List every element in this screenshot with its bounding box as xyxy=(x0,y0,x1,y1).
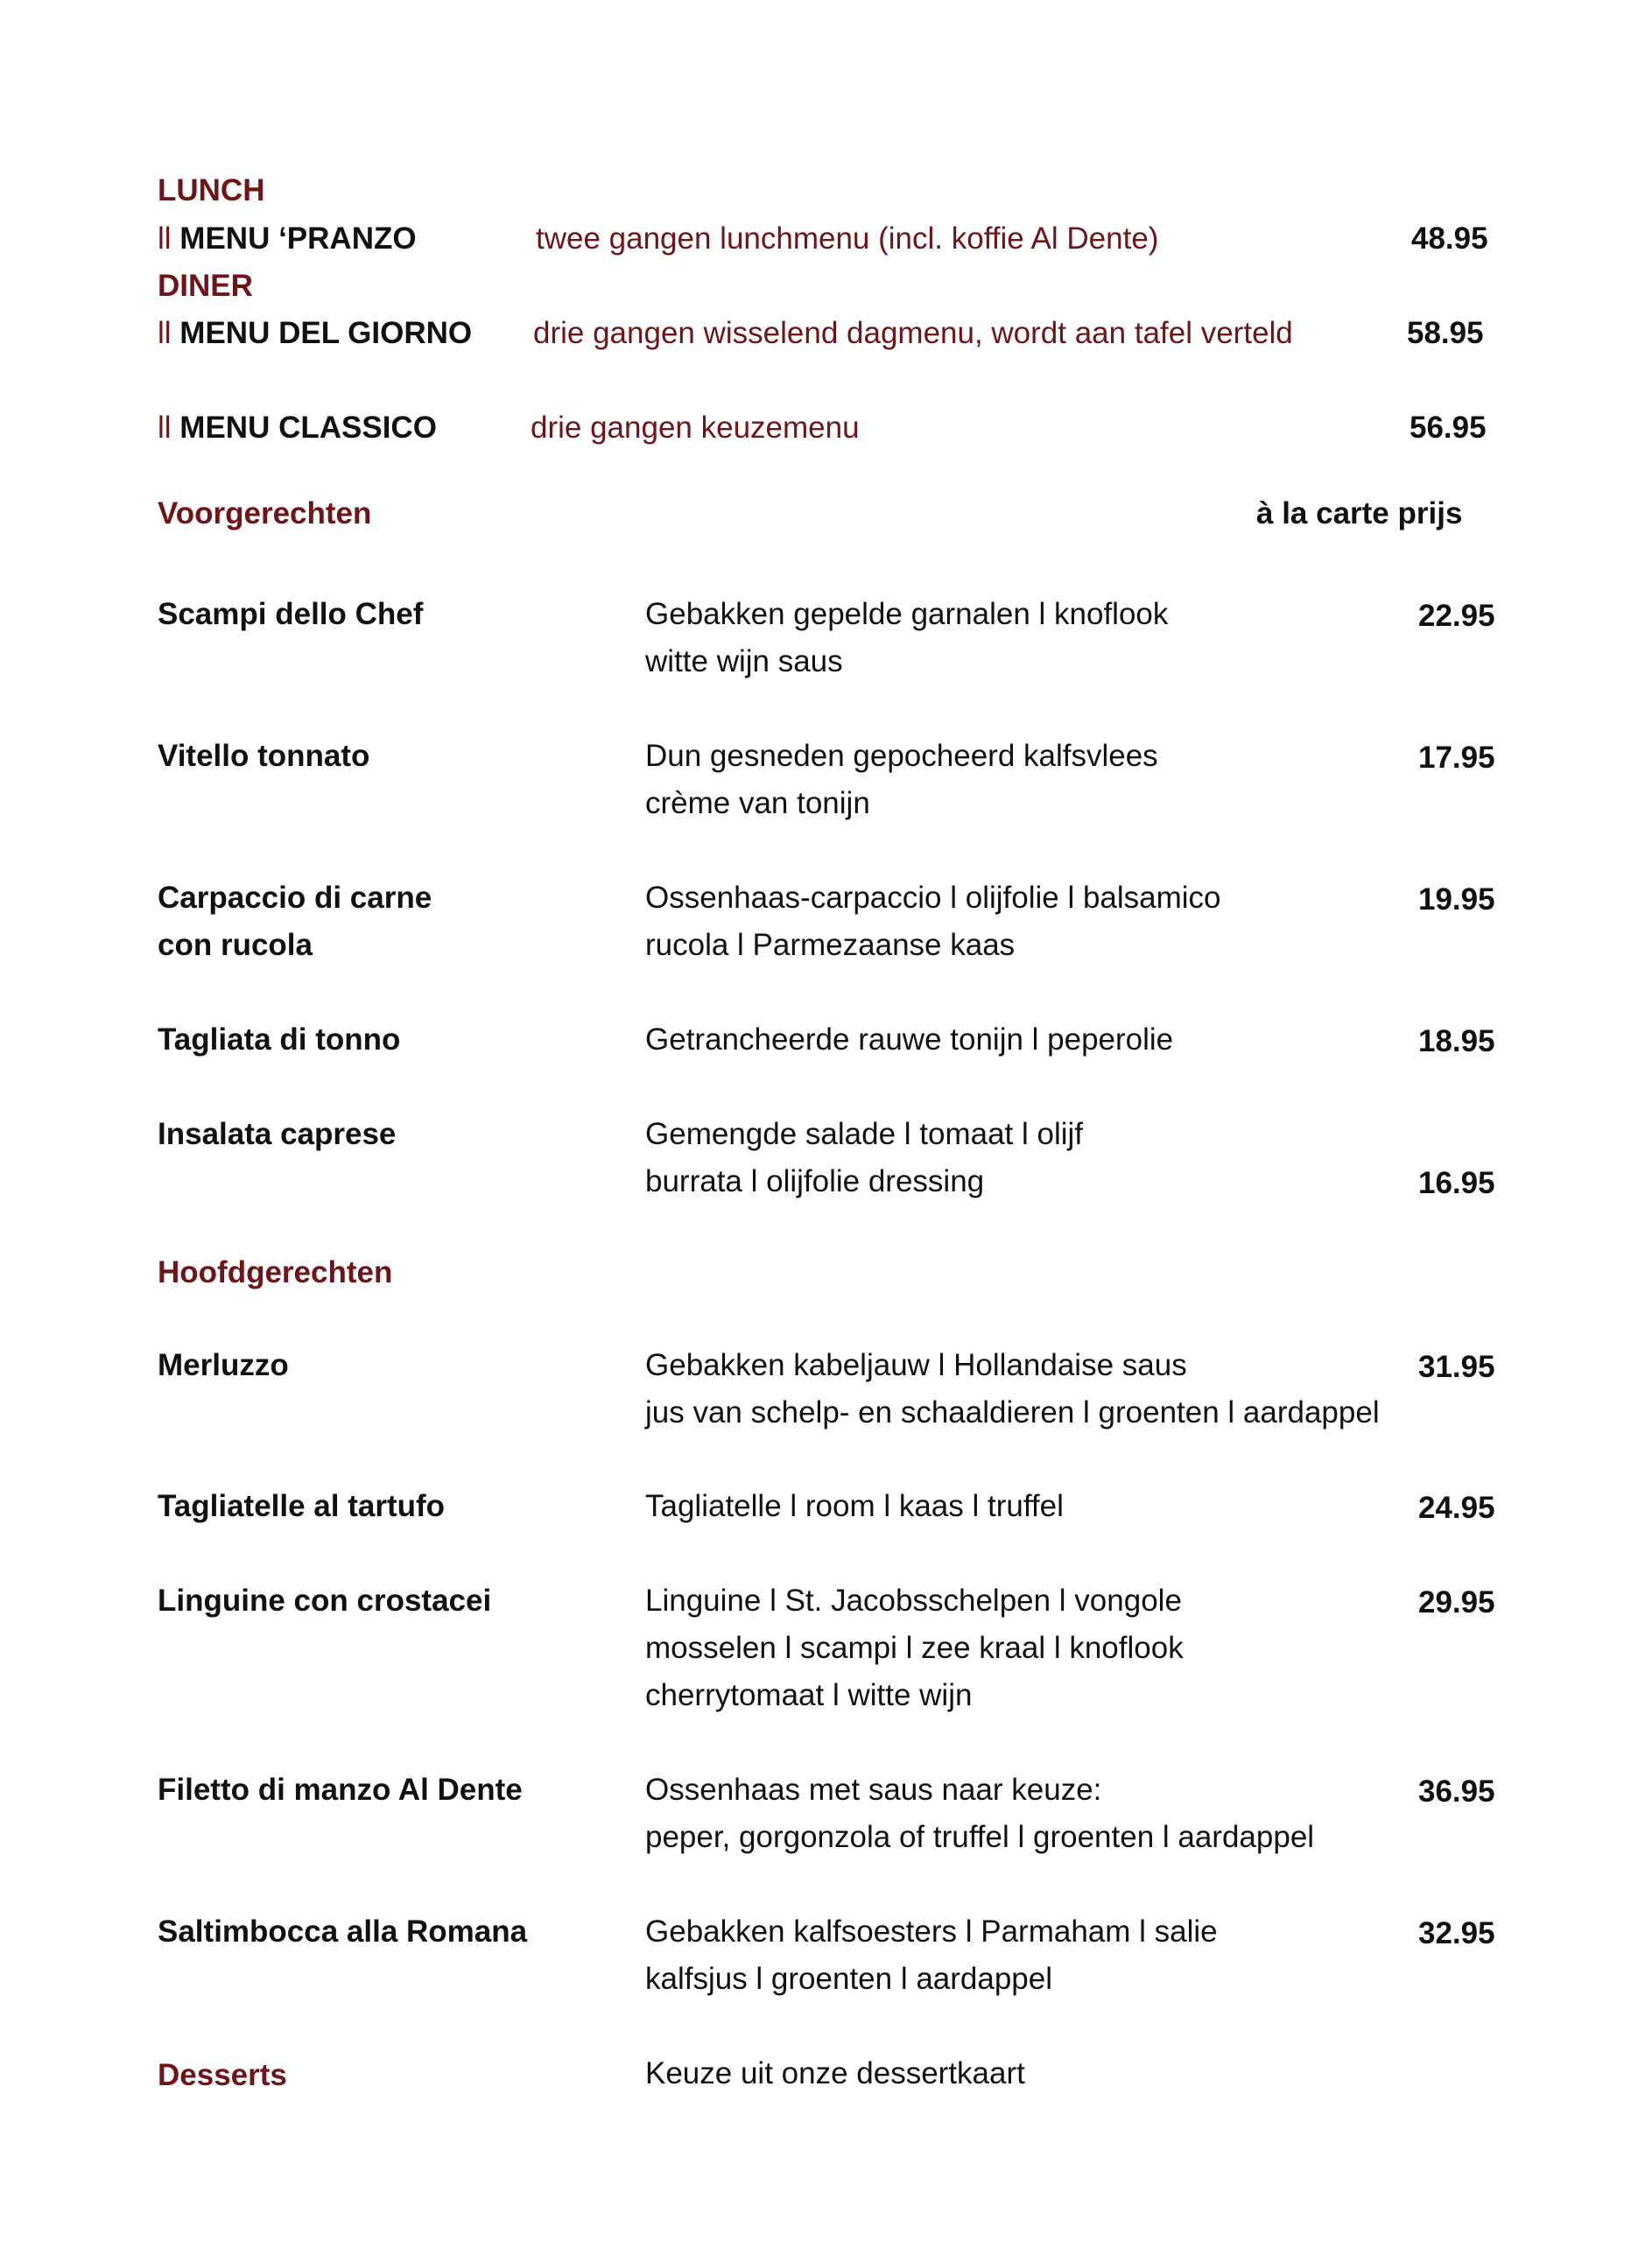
dish-name: Linguine con crostacei xyxy=(158,1584,492,1618)
set-menu-giorno-price: 58.95 xyxy=(1407,316,1484,350)
description-line: jus van schelp- en schaaldieren l groenten l aardappel xyxy=(645,1395,1380,1430)
dish-name xyxy=(158,875,432,969)
dish-name: Saltimbocca alla Romana xyxy=(158,1914,528,1949)
set-menu-label: MENU DEL GIORNO xyxy=(179,316,473,350)
dish-description xyxy=(645,875,1221,969)
description-line: cherrytomaat l witte wijn xyxy=(645,1678,973,1712)
description-line: Gebakken gepelde garnalen l knoflook xyxy=(645,597,1169,631)
section-title-voorgerechten: Voorgerechten xyxy=(158,496,372,530)
description-line: kalfsjus l groenten l aardappel xyxy=(645,1962,1053,1996)
dish-price: 31.95 xyxy=(1418,1350,1495,1384)
set-menu-classico-price: 56.95 xyxy=(1409,411,1487,445)
set-menu-prefix: ll xyxy=(158,221,172,256)
dish-price: 22.95 xyxy=(1418,599,1495,633)
dish-name: Tagliata di tonno xyxy=(158,1022,401,1057)
dish-price: 19.95 xyxy=(1418,882,1495,917)
description-line: Ossenhaas met saus naar keuze: xyxy=(645,1773,1102,1807)
dish-description xyxy=(645,591,1168,685)
dish-description xyxy=(645,1111,1083,1205)
description-line: Ossenhaas-carpaccio l olijfolie l balsamico xyxy=(645,881,1221,915)
set-menu-giorno-description: drie gangen wisselend dagmenu, wordt aan tafel verteld xyxy=(533,316,1293,350)
lunch-header: LUNCH xyxy=(158,173,265,207)
dish-price: 36.95 xyxy=(1418,1774,1495,1809)
dish-description xyxy=(645,733,1158,827)
diner-header: DINER xyxy=(158,269,253,303)
description-line: burrata l olijfolie dressing xyxy=(645,1164,985,1198)
set-menu-pranzo-description: twee gangen lunchmenu (incl. koffie Al Dente) xyxy=(536,221,1159,256)
dish-description xyxy=(645,1483,1064,1530)
dish-name: Vitello tonnato xyxy=(158,739,370,773)
description-line: Gebakken kabeljauw l Hollandaise saus xyxy=(645,1348,1187,1382)
set-menu-label: MENU CLASSICO xyxy=(179,411,437,445)
dish-description xyxy=(645,1767,1314,1861)
dish-name: Filetto di manzo Al Dente xyxy=(158,1773,523,1807)
dish-description xyxy=(645,1016,1173,1064)
section-title-hoofdgerechten: Hoofdgerechten xyxy=(158,1255,393,1289)
description-line: Linguine l St. Jacobsschelpen l vongole xyxy=(645,1584,1182,1618)
description-line: rucola l Parmezaanse kaas xyxy=(645,928,1016,962)
dish-price: 16.95 xyxy=(1418,1166,1495,1200)
dish-price: 32.95 xyxy=(1418,1916,1495,1950)
description-line: mosselen l scampi l zee kraal l knoflook xyxy=(645,1631,1184,1665)
dish-name: Tagliatelle al tartufo xyxy=(158,1489,446,1523)
set-menu-classico-name xyxy=(158,411,437,446)
set-menu-label: MENU ‘PRANZO xyxy=(179,221,417,256)
desserts-description: Keuze uit onze dessertkaart xyxy=(645,2056,1025,2090)
description-line: Getrancheerde rauwe tonijn l peperolie xyxy=(645,1022,1174,1057)
set-menu-pranzo-price: 48.95 xyxy=(1411,221,1488,256)
dish-price: 24.95 xyxy=(1418,1491,1495,1525)
dish-price: 29.95 xyxy=(1418,1585,1495,1619)
set-menu-prefix: ll xyxy=(158,316,172,350)
dish-description xyxy=(645,1577,1184,1719)
description-line: witte wijn saus xyxy=(645,644,843,678)
dish-description xyxy=(645,1908,1218,2003)
section-title-desserts: Desserts xyxy=(158,2058,287,2092)
set-menu-prefix: ll xyxy=(158,411,172,445)
dish-description xyxy=(645,1342,1380,1437)
description-line: Dun gesneden gepocheerd kalfsvlees xyxy=(645,739,1158,773)
description-line: peper, gorgonzola of truffel l groenten l aardappel xyxy=(645,1820,1315,1854)
dish-price: 18.95 xyxy=(1418,1024,1495,1058)
description-line: crème van tonijn xyxy=(645,786,870,820)
set-menu-giorno-name xyxy=(158,316,472,351)
dish-name-line: con rucola xyxy=(158,928,313,962)
dish-name: Merluzzo xyxy=(158,1348,289,1382)
dish-price: 17.95 xyxy=(1418,741,1495,775)
description-line: Tagliatelle l room l kaas l truffel xyxy=(645,1489,1064,1523)
a-la-carte-price-header: à la carte prijs xyxy=(1256,496,1463,530)
set-menu-classico-description: drie gangen keuzemenu xyxy=(531,411,860,445)
dish-name-line: Carpaccio di carne xyxy=(158,881,432,915)
description-line: Gebakken kalfsoesters l Parmaham l salie xyxy=(645,1914,1218,1949)
dish-name: Insalata caprese xyxy=(158,1117,397,1151)
set-menu-pranzo-name xyxy=(158,221,417,256)
description-line: Gemengde salade l tomaat l olijf xyxy=(645,1117,1083,1151)
dish-name: Scampi dello Chef xyxy=(158,597,424,631)
